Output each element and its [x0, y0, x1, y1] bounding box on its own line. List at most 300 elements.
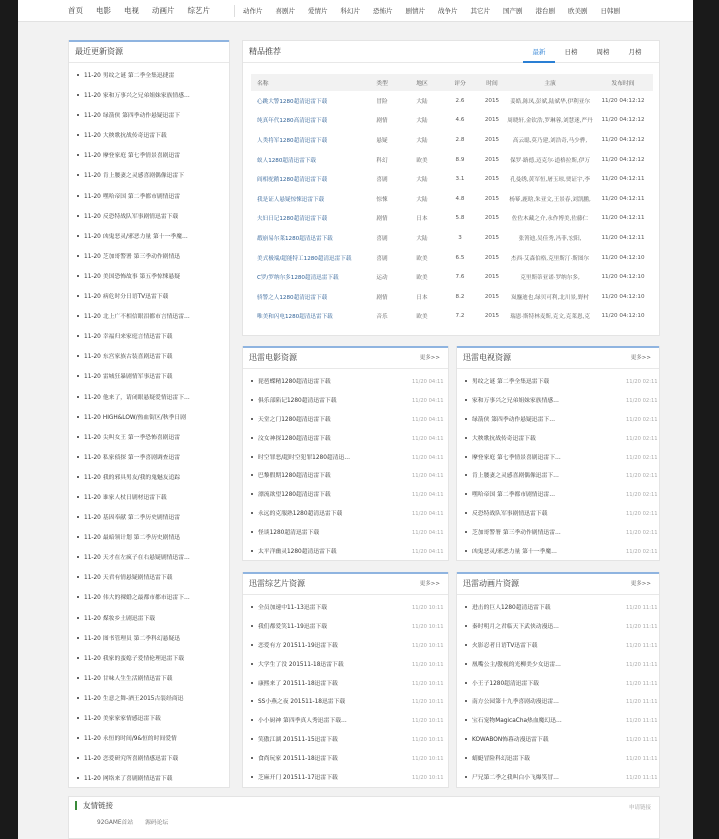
friend-links-list — [97, 817, 180, 826]
nav-variety[interactable]: 综艺片 — [187, 6, 210, 15]
item-title[interactable]: 永恒的时间/9&恒的时间爱情 — [102, 736, 177, 743]
list-item[interactable] — [75, 187, 223, 207]
variety-resources-title: 迅雷综艺片资源 — [249, 579, 305, 588]
item-date: 11-20 — [84, 193, 101, 200]
list-item[interactable] — [463, 693, 658, 712]
list-item[interactable] — [463, 411, 658, 430]
list-item[interactable] — [463, 430, 658, 449]
item-title[interactable]: 病危时分日语TV迅雷下载 — [102, 294, 169, 301]
item-title[interactable]: 家和万事兴之兄弟姐妹家族情感… — [472, 397, 559, 404]
list-item[interactable] — [75, 347, 223, 367]
item-title[interactable]: SS小燕之夜 201511-18迅雷下载 — [258, 699, 346, 706]
table-row[interactable] — [251, 91, 653, 111]
item-title[interactable]: 图书管理员 第二季科幻悬疑迅 — [102, 635, 181, 642]
col-name: 名称 — [251, 74, 363, 91]
table-row[interactable] — [251, 111, 653, 131]
item-title[interactable]: 基因奉献 第二季历史剧情迅雷 — [102, 515, 181, 522]
bullet-icon — [465, 757, 467, 759]
cell-name[interactable]: 夫妇日记1280超清迅雷下载 — [257, 216, 328, 223]
item-date: 11/20 02:11 — [626, 473, 658, 480]
nav-tv[interactable]: 电视 — [124, 6, 139, 15]
recommend-panel — [242, 40, 660, 336]
item-title[interactable]: 恋爱研究所喜剧情感迅雷下载 — [102, 756, 179, 763]
list-item[interactable] — [249, 618, 444, 637]
apply-link[interactable]: 申请链接 — [628, 805, 651, 811]
item-date: 11/20 02:11 — [626, 454, 658, 461]
anime-more-link[interactable]: 更多>> — [630, 581, 651, 587]
cell-region: 大陆 — [416, 196, 428, 203]
list-item[interactable] — [75, 126, 223, 146]
item-title[interactable]: 小王子1280超清迅雷下载 — [472, 680, 539, 687]
variety-resources-list — [249, 599, 444, 788]
genre-horror[interactable]: 恐怖片 — [373, 7, 393, 15]
item-title[interactable]: 雷城狂暴剧情军事迅雷下载 — [102, 374, 173, 381]
cell-cast: 杨幂,鹿晗,朱亚文,王景春,刘凯鹏, — [509, 196, 591, 203]
recommend-tabs — [523, 41, 651, 63]
list-item[interactable] — [249, 712, 444, 731]
genre-scifi[interactable]: 科幻片 — [340, 7, 360, 15]
cell-type: 剧情 — [376, 216, 388, 223]
item-title[interactable]: 汶女神探1280超清迅雷下载 — [258, 435, 331, 442]
item-title[interactable]: 凶鬼恶灵/邪恶力量 第十一季魔… — [102, 233, 188, 240]
bullet-icon — [77, 416, 79, 418]
item-date: 11-20 — [84, 655, 101, 662]
list-item[interactable] — [249, 656, 444, 675]
bullet-icon — [465, 550, 467, 552]
cell-year: 2015 — [484, 176, 500, 183]
item-date: 11-20 — [84, 575, 101, 582]
item-title[interactable]: 俱乐部陷记1280超清迅雷下载 — [258, 397, 337, 404]
item-title[interactable]: 我们都爱笑11-19迅雷下载 — [258, 623, 328, 630]
cell-name[interactable]: 美式极端/超能特工1280超清迅雷下载 — [257, 255, 352, 262]
item-title[interactable]: 秦时明月之君临天下武侠动漫迅… — [472, 623, 559, 630]
list-item[interactable] — [75, 388, 223, 408]
item-title[interactable]: 进击的巨人1280超清迅雷下载 — [472, 605, 551, 611]
item-title[interactable]: 网络来了喜剧剧情迅雷下载 — [102, 776, 173, 783]
item-title[interactable]: 嘿哈帝国 第二季都市剧情迅雷 — [102, 193, 181, 200]
tab-latest[interactable]: 最新 — [523, 41, 555, 63]
genre-war[interactable]: 战争片 — [438, 7, 458, 15]
list-item[interactable] — [463, 373, 658, 392]
item-title[interactable]: 芝麻开门 201511-17迅雷下载 — [258, 775, 338, 782]
bullet-icon — [251, 531, 253, 533]
list-item[interactable] — [75, 729, 223, 749]
nav-divider — [234, 5, 235, 17]
variety-more-link[interactable]: 更多>> — [419, 581, 440, 587]
bullet-icon — [465, 380, 467, 382]
latest-updates-title: 最近更新资源 — [75, 47, 123, 56]
genre-jp-kr-series[interactable]: 日韩剧 — [600, 7, 620, 15]
cell-year: 2015 — [484, 136, 500, 143]
list-item[interactable] — [463, 505, 658, 524]
item-title[interactable]: HIGH&LOW/热血街区/秋季日剧 — [102, 414, 186, 421]
nav-movie[interactable]: 电影 — [96, 6, 111, 15]
tab-weekly[interactable]: 周榜 — [596, 48, 610, 56]
bullet-icon — [251, 512, 253, 514]
item-title[interactable]: 私家侦探 第一季喜剧调查迅雷 — [102, 454, 181, 461]
list-item[interactable] — [249, 524, 444, 543]
list-item[interactable] — [249, 750, 444, 769]
nav-anime[interactable]: 动画片 — [152, 6, 175, 15]
list-item[interactable] — [75, 649, 223, 669]
cell-name[interactable]: 骄警之人1280超清迅雷下载 — [257, 294, 328, 301]
genre-western-series[interactable]: 欧美剧 — [568, 7, 588, 15]
list-item[interactable] — [463, 449, 658, 468]
item-title[interactable]: 巴黎假期1280超清迅雷下载 — [258, 473, 331, 480]
movie-more-link[interactable]: 更多>> — [419, 355, 440, 361]
list-item[interactable] — [249, 637, 444, 656]
tv-resources-list — [463, 373, 658, 562]
bullet-icon — [77, 174, 79, 176]
item-title[interactable]: 男纹之谜 第二季全集迅捷雷 — [102, 73, 175, 79]
cell-region: 大陆 — [416, 177, 428, 184]
list-item[interactable] — [75, 86, 223, 106]
item-title[interactable]: 笑傲江湖 201511-15迅雷下载 — [258, 737, 338, 744]
item-title[interactable]: 摩登家庭 第七季情景喜剧迅雷下… — [472, 454, 561, 461]
cell-published: 11/20 04:12:10 — [601, 274, 645, 281]
friend-links-panel — [68, 796, 660, 839]
item-title[interactable]: 大秧歌抗战传奇迅雷下载 — [102, 133, 167, 140]
cell-cast: 周晓轩,金钦浩,罗琳蓉,刘慧迷,严丹 — [507, 118, 593, 125]
cell-score: 7.6 — [455, 274, 465, 281]
genre-cn-series[interactable]: 国产剧 — [503, 7, 523, 15]
list-item[interactable] — [75, 227, 223, 247]
genre-action[interactable]: 动作片 — [243, 7, 263, 15]
item-title[interactable]: 火影忍者日语TV迅雷下载 — [472, 642, 538, 649]
item-date: 11/20 04:11 — [412, 511, 444, 518]
item-title[interactable]: 尸兄第二季之我叫白小飞爆笑冒… — [472, 775, 559, 782]
list-item[interactable] — [75, 207, 223, 227]
cell-region: 大陆 — [416, 235, 428, 242]
bullet-icon — [77, 94, 79, 96]
genre-drama[interactable]: 剧情片 — [405, 7, 425, 15]
item-title[interactable]: 怪谈1280超清迅雷下载 — [258, 530, 320, 537]
genre-hk-tw-series[interactable]: 港台剧 — [535, 7, 555, 15]
genre-romance[interactable]: 爱情片 — [308, 7, 328, 15]
col-score: 评分 — [443, 74, 477, 91]
bullet-icon — [465, 456, 467, 458]
list-item[interactable] — [75, 588, 223, 608]
item-date: 11/20 11:11 — [626, 605, 658, 611]
list-item[interactable] — [75, 287, 223, 307]
friend-link[interactable]: 源码论坛 — [145, 820, 169, 826]
recommend-title: 精品推荐 — [249, 47, 281, 56]
cell-cast: 保罗·路德,迈克尔·道格拉斯,伊万 — [510, 157, 590, 164]
list-item[interactable] — [75, 66, 223, 86]
cell-type: 喜剧 — [376, 177, 388, 184]
item-title[interactable]: 反恐特战队军事剧情迅雷下载 — [102, 213, 179, 220]
item-title[interactable]: 凶鬼恶灵/邪恶力量 第十一季魔… — [472, 549, 557, 556]
list-item[interactable] — [249, 373, 444, 392]
recommend-table-body — [251, 91, 653, 326]
list-item[interactable] — [75, 327, 223, 347]
item-title[interactable]: 嘿哈帝国 第二季都市剧情迅雷… — [472, 492, 555, 499]
cell-type: 科幻 — [376, 157, 388, 164]
table-row[interactable] — [251, 130, 653, 150]
item-title[interactable]: 肯上腰妻之灵感喜剧偶像迅雷下… — [472, 473, 559, 480]
item-date: 11-20 — [84, 354, 101, 361]
item-title[interactable]: 男纹之谜 第二季全集迅雷下载 — [472, 379, 550, 385]
list-item[interactable] — [75, 267, 223, 287]
list-item[interactable] — [75, 247, 223, 267]
bullet-icon — [251, 700, 253, 702]
cell-name[interactable]: 嘏崩易尔莱1280超清迅雷下载 — [257, 235, 333, 242]
genre-nav — [243, 0, 633, 22]
cell-name[interactable]: C罗/罗纳尔多1280超清迅雷下载 — [257, 275, 339, 282]
list-item[interactable] — [249, 430, 444, 449]
bullet-icon — [465, 738, 467, 740]
bullet-icon — [465, 512, 467, 514]
item-title[interactable]: 天君有情悬疑剧情迅雷下载 — [102, 575, 173, 582]
item-title[interactable]: 煤妆乡土剧迅雷下载 — [102, 615, 156, 622]
list-item[interactable] — [75, 468, 223, 488]
list-item[interactable] — [75, 689, 223, 709]
cell-score: 3.1 — [455, 176, 465, 183]
item-title[interactable]: 蜻蜓冒险科幻迅雷下载 — [472, 756, 530, 763]
item-title[interactable]: 恋爱有方 201511-19迅雷下载 — [258, 642, 338, 649]
list-item[interactable] — [75, 508, 223, 528]
list-item[interactable] — [249, 731, 444, 750]
cell-region: 欧美 — [416, 275, 428, 282]
list-item[interactable] — [75, 629, 223, 649]
item-date: 11-20 — [84, 294, 101, 301]
item-title[interactable]: 食尚玩家 201511-18迅雷下载 — [258, 756, 338, 763]
cell-score: 8.2 — [455, 293, 465, 300]
item-title[interactable]: 小小厨神 第四季真人秀迅雷下载… — [258, 718, 347, 725]
item-date: 11/20 04:11 — [412, 397, 444, 404]
list-item[interactable] — [249, 486, 444, 505]
item-date: 11-20 — [84, 776, 101, 783]
bullet-icon — [251, 456, 253, 458]
table-row[interactable] — [251, 267, 653, 287]
movie-resources-panel — [242, 346, 449, 561]
list-item[interactable] — [463, 524, 658, 543]
item-title[interactable]: 芝加哥警署 第三季动作剧情迅 — [102, 253, 181, 260]
bullet-icon — [77, 637, 79, 639]
list-item[interactable] — [463, 637, 658, 656]
cell-published: 11/20 04:12:12 — [601, 136, 645, 143]
item-date: 11/20 10:11 — [412, 775, 444, 782]
item-title[interactable]: 伟大的裸婚之最都市都市迅雷下… — [102, 595, 190, 602]
item-date: 11/20 10:11 — [412, 737, 444, 744]
item-title[interactable]: 美家家家情感迅雷下载 — [102, 716, 161, 722]
cell-published: 11/20 04:12:10 — [601, 293, 645, 300]
cell-cast: 孔曼绣,黄军恒,屠玉琼,贾证宇,李 — [510, 177, 590, 184]
list-item[interactable] — [249, 467, 444, 486]
item-title[interactable]: 琵琶蝶精1280超清迅雷下载 — [258, 379, 331, 385]
list-item[interactable] — [249, 769, 444, 788]
bullet-icon — [465, 493, 467, 495]
bullet-icon — [77, 275, 79, 277]
list-item[interactable] — [463, 750, 658, 769]
item-title[interactable]: 宝石宠物MagicaCha热血魔幻迅… — [472, 718, 562, 725]
table-row[interactable] — [251, 228, 653, 248]
item-title[interactable]: 绿箭侠 第四季动作悬疑迅雷下… — [472, 416, 555, 423]
item-title[interactable]: 他来了，请闭眼悬疑爱情迅雷下… — [102, 394, 190, 401]
cell-region: 欧美 — [416, 255, 428, 262]
nav-home[interactable]: 首页 — [68, 6, 83, 15]
item-date: 11/20 04:11 — [412, 416, 444, 423]
genre-other[interactable]: 其它片 — [470, 7, 490, 15]
bullet-icon — [77, 355, 79, 357]
list-item[interactable] — [75, 166, 223, 186]
item-title[interactable]: 我家的蛮媳子爱情伦理迅雷下载 — [102, 655, 185, 662]
list-item[interactable] — [249, 599, 444, 618]
item-title[interactable]: 幸福归来家庭言情迅雷下载 — [102, 334, 173, 341]
item-date: 11/20 04:11 — [412, 530, 444, 537]
list-item[interactable] — [75, 307, 223, 327]
list-item[interactable] — [249, 505, 444, 524]
item-title[interactable]: 凰嘴公主/傲视的光柳美少女迅雷… — [472, 661, 561, 668]
cell-score: 7.2 — [455, 313, 465, 320]
list-item[interactable] — [75, 146, 223, 166]
list-item[interactable] — [75, 669, 223, 689]
cell-cast: 佐佐木藏之介,永作博美,佐藤仁 — [511, 216, 589, 223]
cell-type: 剧情 — [376, 118, 388, 125]
table-row[interactable] — [251, 189, 653, 209]
item-title[interactable]: 美国恐怖故事 第五季惊悚悬疑 — [102, 273, 181, 280]
list-item[interactable] — [75, 709, 223, 729]
item-title[interactable]: 肯上腰妻之灵感喜剧偶像迅雷下 — [102, 173, 185, 180]
item-date: 11-20 — [84, 635, 101, 642]
list-item[interactable] — [75, 428, 223, 448]
bullet-icon — [77, 737, 79, 739]
bullet-icon — [251, 738, 253, 740]
list-item[interactable] — [249, 543, 444, 562]
item-title[interactable]: KOWABON怖暮动漫迅雷下载 — [472, 737, 549, 744]
item-title[interactable]: 北上广不相信眼泪都市言情迅雷… — [102, 314, 190, 321]
item-title[interactable]: 摩登家庭 第七季情景喜剧迅雷 — [102, 153, 181, 160]
list-item[interactable] — [75, 568, 223, 588]
bullet-icon — [465, 399, 467, 401]
bullet-icon — [465, 776, 467, 778]
list-item[interactable] — [463, 467, 658, 486]
anime-resources-title: 迅雷动画片资源 — [463, 579, 519, 588]
list-item[interactable] — [75, 609, 223, 629]
list-item[interactable] — [75, 548, 223, 568]
table-row[interactable] — [251, 307, 653, 327]
item-date: 11-20 — [84, 434, 101, 441]
list-item[interactable] — [75, 769, 223, 789]
cell-name[interactable]: 心跳大警1280超清迅雷下载 — [257, 98, 328, 105]
cell-published: 11/20 04:12:12 — [601, 117, 645, 124]
cell-name[interactable]: 唯美和闪电1280超清迅雷下载 — [257, 314, 333, 321]
item-title[interactable]: 家和万事兴之兄弟姐妹家族情感… — [102, 93, 190, 100]
table-row[interactable] — [251, 248, 653, 268]
tab-monthly[interactable]: 月榜 — [628, 48, 642, 56]
item-title[interactable]: 天堂之门1280超清迅雷下载 — [258, 416, 331, 423]
item-title[interactable]: 太平洋幽灵1280超清迅雷下载 — [258, 549, 337, 556]
cell-region: 欧美 — [416, 157, 428, 164]
list-item[interactable] — [75, 749, 223, 769]
item-date: 11-20 — [84, 675, 101, 682]
cell-name[interactable]: 纯真年代1280高清迅雷下载 — [257, 118, 328, 125]
cell-type: 冒险 — [376, 98, 388, 105]
item-title[interactable]: 康熙来了 201511-18迅雷下载 — [258, 680, 338, 687]
list-item[interactable] — [249, 392, 444, 411]
main-nav — [68, 0, 223, 22]
cell-name[interactable]: 人类将军1280超清迅雷下载 — [257, 137, 328, 144]
item-title[interactable]: 永远的克服熟1280超清迅雷下载 — [258, 511, 343, 518]
list-item[interactable] — [75, 448, 223, 468]
list-item[interactable] — [463, 543, 658, 562]
item-title[interactable]: 谁家人杖日剧材迅雷下载 — [102, 494, 167, 501]
list-item[interactable] — [463, 712, 658, 731]
tv-more-link[interactable]: 更多>> — [630, 355, 651, 361]
table-row[interactable] — [251, 150, 653, 170]
table-row[interactable] — [251, 209, 653, 229]
cell-name[interactable]: 我是证人悬疑惊悚迅雷下载 — [257, 196, 325, 203]
list-item[interactable] — [463, 731, 658, 750]
item-title[interactable]: 绿箭侠 第四季动作悬疑迅雷下 — [102, 113, 181, 120]
list-item[interactable] — [75, 528, 223, 548]
item-date: 11-20 — [84, 756, 101, 763]
item-date: 11/20 02:11 — [626, 379, 658, 385]
bullet-icon — [465, 531, 467, 533]
item-title[interactable]: 漂流欲望1280超清迅雷下载 — [258, 492, 331, 499]
list-item[interactable] — [463, 656, 658, 675]
item-title[interactable]: 最暗领计划 第二季历史剧情迅 — [102, 535, 181, 542]
table-row[interactable] — [251, 169, 653, 189]
item-title[interactable]: 天才在左疯子在右悬疑剧情迅雷… — [102, 555, 190, 562]
item-date: 11/20 02:11 — [626, 549, 658, 556]
table-row[interactable] — [251, 287, 653, 307]
cell-name[interactable]: 蚁人1280超清迅雷下载 — [257, 157, 316, 164]
list-item[interactable] — [463, 675, 658, 694]
list-item[interactable] — [463, 486, 658, 505]
genre-comedy[interactable]: 喜剧片 — [275, 7, 295, 15]
list-item[interactable] — [463, 769, 658, 788]
list-item[interactable] — [463, 392, 658, 411]
friend-link[interactable]: 92GAME首站 — [97, 820, 134, 826]
list-item[interactable] — [75, 488, 223, 508]
item-title[interactable]: 全员加速中11-13迅雷下载 — [258, 605, 328, 611]
list-item[interactable] — [249, 449, 444, 468]
list-item[interactable] — [75, 367, 223, 387]
movie-resources-list — [249, 373, 444, 562]
list-item[interactable] — [463, 599, 658, 618]
item-title[interactable]: 东宫家族古装喜剧迅雷下载 — [102, 354, 173, 361]
tab-daily[interactable]: 日榜 — [564, 48, 578, 56]
item-date: 11/20 11:11 — [626, 642, 658, 649]
item-title[interactable]: 大学生了没 201511-18迅雷下载 — [258, 661, 344, 668]
top-navigation — [18, 0, 693, 22]
item-date: 11-20 — [84, 414, 101, 421]
item-title[interactable]: 芝加哥警署 第三季动作剧情迅雷… — [472, 530, 561, 537]
list-item[interactable] — [75, 408, 223, 428]
item-title[interactable]: 我的邪具男友/我的鬼魅友追踪 — [102, 474, 181, 481]
item-date: 11-20 — [84, 73, 101, 79]
item-title[interactable]: 南方公园第十九季喜剧动漫迅雷… — [472, 699, 559, 706]
list-item[interactable] — [249, 675, 444, 694]
item-title[interactable]: 时空罪恶/超时空犯罪1280超清迅… — [258, 454, 351, 461]
item-date: 11/20 04:11 — [412, 492, 444, 499]
bullet-icon — [251, 719, 253, 721]
item-title[interactable]: 生意之舞-酒王2015古装经商迅 — [102, 695, 184, 702]
list-item[interactable] — [463, 618, 658, 637]
item-title[interactable]: 大秧歌抗战传奇迅雷下载 — [472, 435, 536, 442]
list-item[interactable] — [75, 106, 223, 126]
cell-name[interactable]: 阎相驼鹅1280超清迅雷下载 — [257, 177, 328, 184]
bullet-icon — [465, 719, 467, 721]
list-item[interactable] — [249, 693, 444, 712]
item-title[interactable]: 尖叫女王 第一季恐怖喜剧迅雷 — [102, 434, 181, 441]
item-date: 11-20 — [84, 494, 101, 501]
list-item[interactable] — [249, 411, 444, 430]
item-title[interactable]: 反恐特战队军事剧情迅雷下载 — [472, 511, 548, 518]
cell-published: 11/20 04:12:11 — [601, 234, 645, 241]
item-title[interactable]: 甘味人生生活剧情迅雷下载 — [102, 675, 173, 682]
